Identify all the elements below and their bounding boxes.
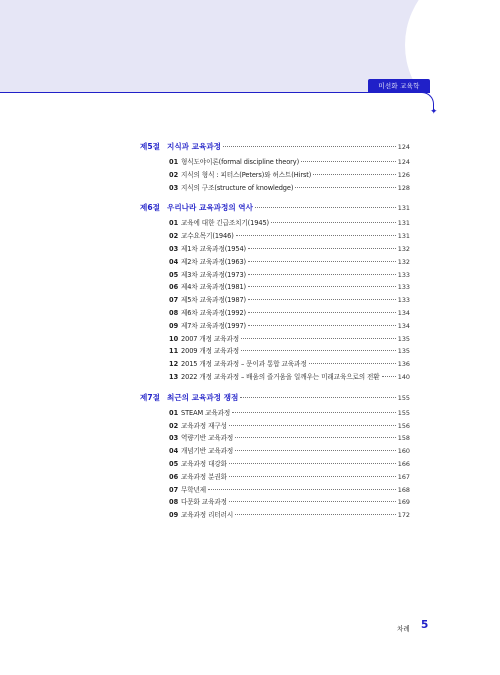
entry-title: 교수요목기(1946) (181, 232, 234, 241)
toc-entry (140, 407, 410, 420)
section-heading (140, 389, 410, 407)
toc-entry (140, 230, 410, 243)
entry-number: 02 (169, 170, 179, 179)
toc-entry (140, 294, 410, 307)
dot-leader (229, 476, 396, 477)
entry-page: 135 (397, 334, 410, 343)
toc-entry (140, 509, 410, 522)
entry-number: 03 (169, 434, 179, 443)
toc-entry (140, 358, 410, 371)
entry-page: 158 (397, 434, 410, 443)
entry-title: 교육과정 재구성 (181, 421, 227, 430)
entry-number: 01 (169, 219, 179, 228)
entry-number: 02 (169, 421, 179, 430)
entry-title: 제6차 교육과정(1992) (181, 308, 247, 317)
page-number: 5 (421, 619, 429, 631)
entry-page: 126 (397, 170, 410, 179)
entry-title: 2007 개정 교육과정 (181, 334, 239, 343)
dot-leader (241, 338, 396, 339)
dot-leader (235, 437, 396, 438)
entry-title: 교육에 대한 긴급조치기(1945) (181, 219, 270, 228)
section-title: 최근의 교육과정 쟁점 (167, 392, 239, 402)
entry-number: 01 (169, 408, 179, 417)
dot-leader (235, 450, 396, 451)
entry-page: 124 (397, 158, 410, 166)
entry-page: 132 (397, 257, 410, 266)
toc-entry (140, 484, 410, 497)
entry-number: 10 (169, 334, 179, 343)
entry-page: 160 (397, 447, 410, 456)
table-of-contents (140, 138, 410, 522)
dot-leader (235, 514, 396, 515)
dot-leader (248, 248, 396, 249)
entry-title: 지식의 구조(structure of knowledge) (181, 183, 294, 192)
footer-label: 차례 (397, 625, 410, 633)
section-title: 우리나라 교육과정의 역사 (167, 203, 253, 213)
entry-number: 05 (169, 270, 179, 279)
entry-number: 08 (169, 308, 179, 317)
toc-entry (140, 217, 410, 230)
dot-leader (229, 425, 396, 426)
entry-page: 131 (397, 232, 410, 241)
entry-page: 140 (397, 372, 410, 381)
dot-leader (229, 463, 396, 464)
section-number: 제5절 (140, 142, 160, 151)
dot-leader (248, 299, 396, 300)
toc-entry (140, 281, 410, 294)
header-curve (405, 0, 500, 130)
entry-page: 172 (397, 511, 410, 520)
section-page: 124 (397, 143, 410, 151)
entry-number: 04 (169, 447, 179, 456)
entry-number: 03 (169, 183, 179, 192)
entry-title: 제3차 교육과정(1973) (181, 270, 247, 279)
entry-page: 167 (397, 472, 410, 481)
entry-page: 168 (397, 485, 410, 494)
dot-leader (301, 161, 396, 162)
dot-leader (271, 222, 396, 223)
entry-number: 01 (169, 158, 179, 166)
entry-page: 169 (397, 498, 410, 507)
entry-page: 155 (397, 408, 410, 417)
entry-page: 134 (397, 321, 410, 330)
entry-page: 135 (397, 347, 410, 356)
entry-number: 07 (169, 296, 179, 305)
entry-title: 형식도야이론(formal discipline theory) (181, 158, 300, 166)
dot-leader (229, 501, 396, 502)
entry-title: 제5차 교육과정(1987) (181, 296, 247, 305)
entry-number: 11 (169, 347, 179, 356)
entry-page: 166 (397, 459, 410, 468)
entry-number: 07 (169, 485, 179, 494)
entry-title: 개념기반 교육과정 (181, 447, 234, 456)
toc-entry (140, 420, 410, 433)
dot-leader (232, 412, 396, 413)
section-number: 제7절 (140, 392, 160, 402)
toc-entry (140, 496, 410, 509)
dot-leader (208, 489, 396, 490)
entry-number: 12 (169, 360, 179, 369)
dot-leader (382, 376, 396, 377)
toc-entry (140, 256, 410, 269)
dot-leader (295, 187, 395, 188)
toc-entry (140, 471, 410, 484)
entry-title: 제4차 교육과정(1981) (181, 283, 247, 292)
dot-leader (241, 350, 396, 351)
entry-title: 제7차 교육과정(1997) (181, 321, 247, 330)
entry-number: 02 (169, 232, 179, 241)
entry-page: 133 (397, 296, 410, 305)
entry-page: 132 (397, 244, 410, 253)
entry-number: 06 (169, 472, 179, 481)
entry-page: 133 (397, 270, 410, 279)
dot-leader (248, 274, 396, 275)
entry-number: 04 (169, 257, 179, 266)
entry-title: 제2차 교육과정(1963) (181, 257, 247, 266)
toc-entry (140, 156, 410, 169)
entry-title: 역량기반 교육과정 (181, 434, 234, 443)
dot-leader (248, 286, 396, 287)
entry-page: 128 (397, 183, 410, 192)
entry-page: 156 (397, 421, 410, 430)
entry-page: 134 (397, 308, 410, 317)
entry-number: 06 (169, 283, 179, 292)
dot-leader (255, 207, 396, 208)
section-heading (140, 138, 410, 156)
toc-entry (140, 345, 410, 358)
entry-title: 지식의 형식 : 피터스(Peters)와 허스트(Hirst) (181, 170, 312, 179)
entry-title: 교육과정 분권화 (181, 472, 227, 481)
entry-number: 03 (169, 244, 179, 253)
section-page: 131 (397, 204, 410, 213)
dot-leader (248, 261, 396, 262)
toc-entry (140, 333, 410, 346)
dot-leader (240, 397, 395, 398)
toc-entry (140, 243, 410, 256)
entry-page: 131 (397, 219, 410, 228)
entry-title: 2015 개정 교육과정 – 문이과 통합 교육과정 (181, 360, 307, 369)
dot-leader (248, 312, 396, 313)
plus-icon: ✦ (430, 107, 438, 117)
dot-leader (309, 363, 396, 364)
book-label: 미선화 교육학 (368, 79, 430, 92)
toc-entry (140, 432, 410, 445)
toc-entry (140, 307, 410, 320)
dot-leader (223, 146, 396, 147)
entry-number: 05 (169, 459, 179, 468)
entry-number: 08 (169, 498, 179, 507)
header-rule (0, 92, 430, 93)
entry-page: 136 (397, 360, 410, 369)
entry-number: 09 (169, 511, 179, 520)
entry-title: 2022 개정 교육과정 – 배움의 즐거움을 일깨우는 미래교육으로의 전환 (181, 372, 380, 381)
entry-title: 교육과정 대강화 (181, 459, 227, 468)
dot-leader (236, 235, 396, 236)
toc-entry (140, 371, 410, 384)
section-page: 155 (397, 393, 410, 402)
section-heading (140, 199, 410, 217)
dot-leader (248, 325, 396, 326)
section-title: 지식과 교육과정 (167, 142, 221, 151)
section-number: 제6절 (140, 203, 160, 213)
toc-entry (140, 269, 410, 282)
entry-number: 09 (169, 321, 179, 330)
toc-entry (140, 169, 410, 182)
entry-title: 교육과정 리터러시 (181, 511, 234, 520)
toc-entry (140, 320, 410, 333)
entry-title: STEAM 교육과정 (181, 408, 231, 417)
entry-title: 제1차 교육과정(1954) (181, 244, 247, 253)
toc-entry (140, 445, 410, 458)
entry-page: 133 (397, 283, 410, 292)
entry-title: 다문화 교육과정 (181, 498, 227, 507)
entry-title: 2009 개정 교육과정 (181, 347, 239, 356)
toc-entry (140, 182, 410, 195)
toc-entry (140, 458, 410, 471)
entry-title: 무학년제 (181, 485, 207, 494)
entry-number: 13 (169, 372, 179, 381)
dot-leader (313, 174, 396, 175)
